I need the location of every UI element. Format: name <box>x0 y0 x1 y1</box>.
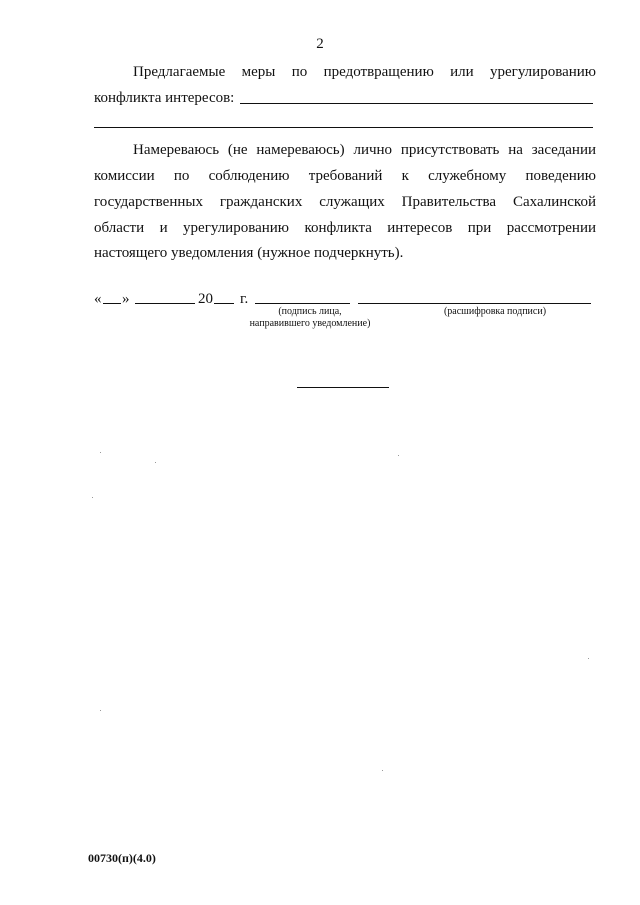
attendance-line-3: государственных гражданских служащих Правительства Сахалинской <box>94 194 596 210</box>
page-number: 2 <box>316 36 324 52</box>
scan-speck <box>100 710 101 711</box>
decoding-blank <box>358 303 591 304</box>
quote-close: » <box>122 291 130 307</box>
scan-speck <box>588 658 589 659</box>
scan-speck <box>155 462 156 463</box>
scan-speck <box>100 452 101 453</box>
month-blank <box>135 303 195 304</box>
measures-line-2: конфликта интересов: <box>94 90 235 106</box>
attendance-line-2: комиссии по соблюдению требований к служебному поведению <box>94 168 596 184</box>
attendance-line-1: Намереваюсь (не намереваюсь) лично присутствовать на заседании <box>133 142 596 158</box>
signature-caption-line-2: направившего уведомление) <box>249 318 371 329</box>
measures-line-1: Предлагаемые меры по предотвращению или урегулированию <box>133 64 596 80</box>
decoding-caption: (расшифровка подписи) <box>443 306 547 317</box>
document-code: 00730(п)(4.0) <box>88 851 156 865</box>
signature-blank <box>255 303 350 304</box>
scan-speck <box>382 770 383 771</box>
scan-speck <box>92 497 93 498</box>
separator-line <box>297 387 389 388</box>
quote-open: « <box>94 291 102 307</box>
attendance-line-5: настоящего уведомления (нужное подчеркнуть). <box>94 245 404 261</box>
year-blank <box>214 303 234 304</box>
signature-caption <box>230 306 390 330</box>
measures-fill-line-1 <box>240 103 593 104</box>
year-suffix: г. <box>240 291 249 307</box>
attendance-line-4: области и урегулированию конфликта интересов при рассмотрении <box>94 220 596 236</box>
scan-speck <box>398 455 399 456</box>
day-blank <box>103 303 121 304</box>
signature-caption-line-1: (подпись лица, <box>278 306 342 317</box>
year-prefix: 20 <box>198 291 213 307</box>
measures-fill-line-2 <box>94 127 593 128</box>
